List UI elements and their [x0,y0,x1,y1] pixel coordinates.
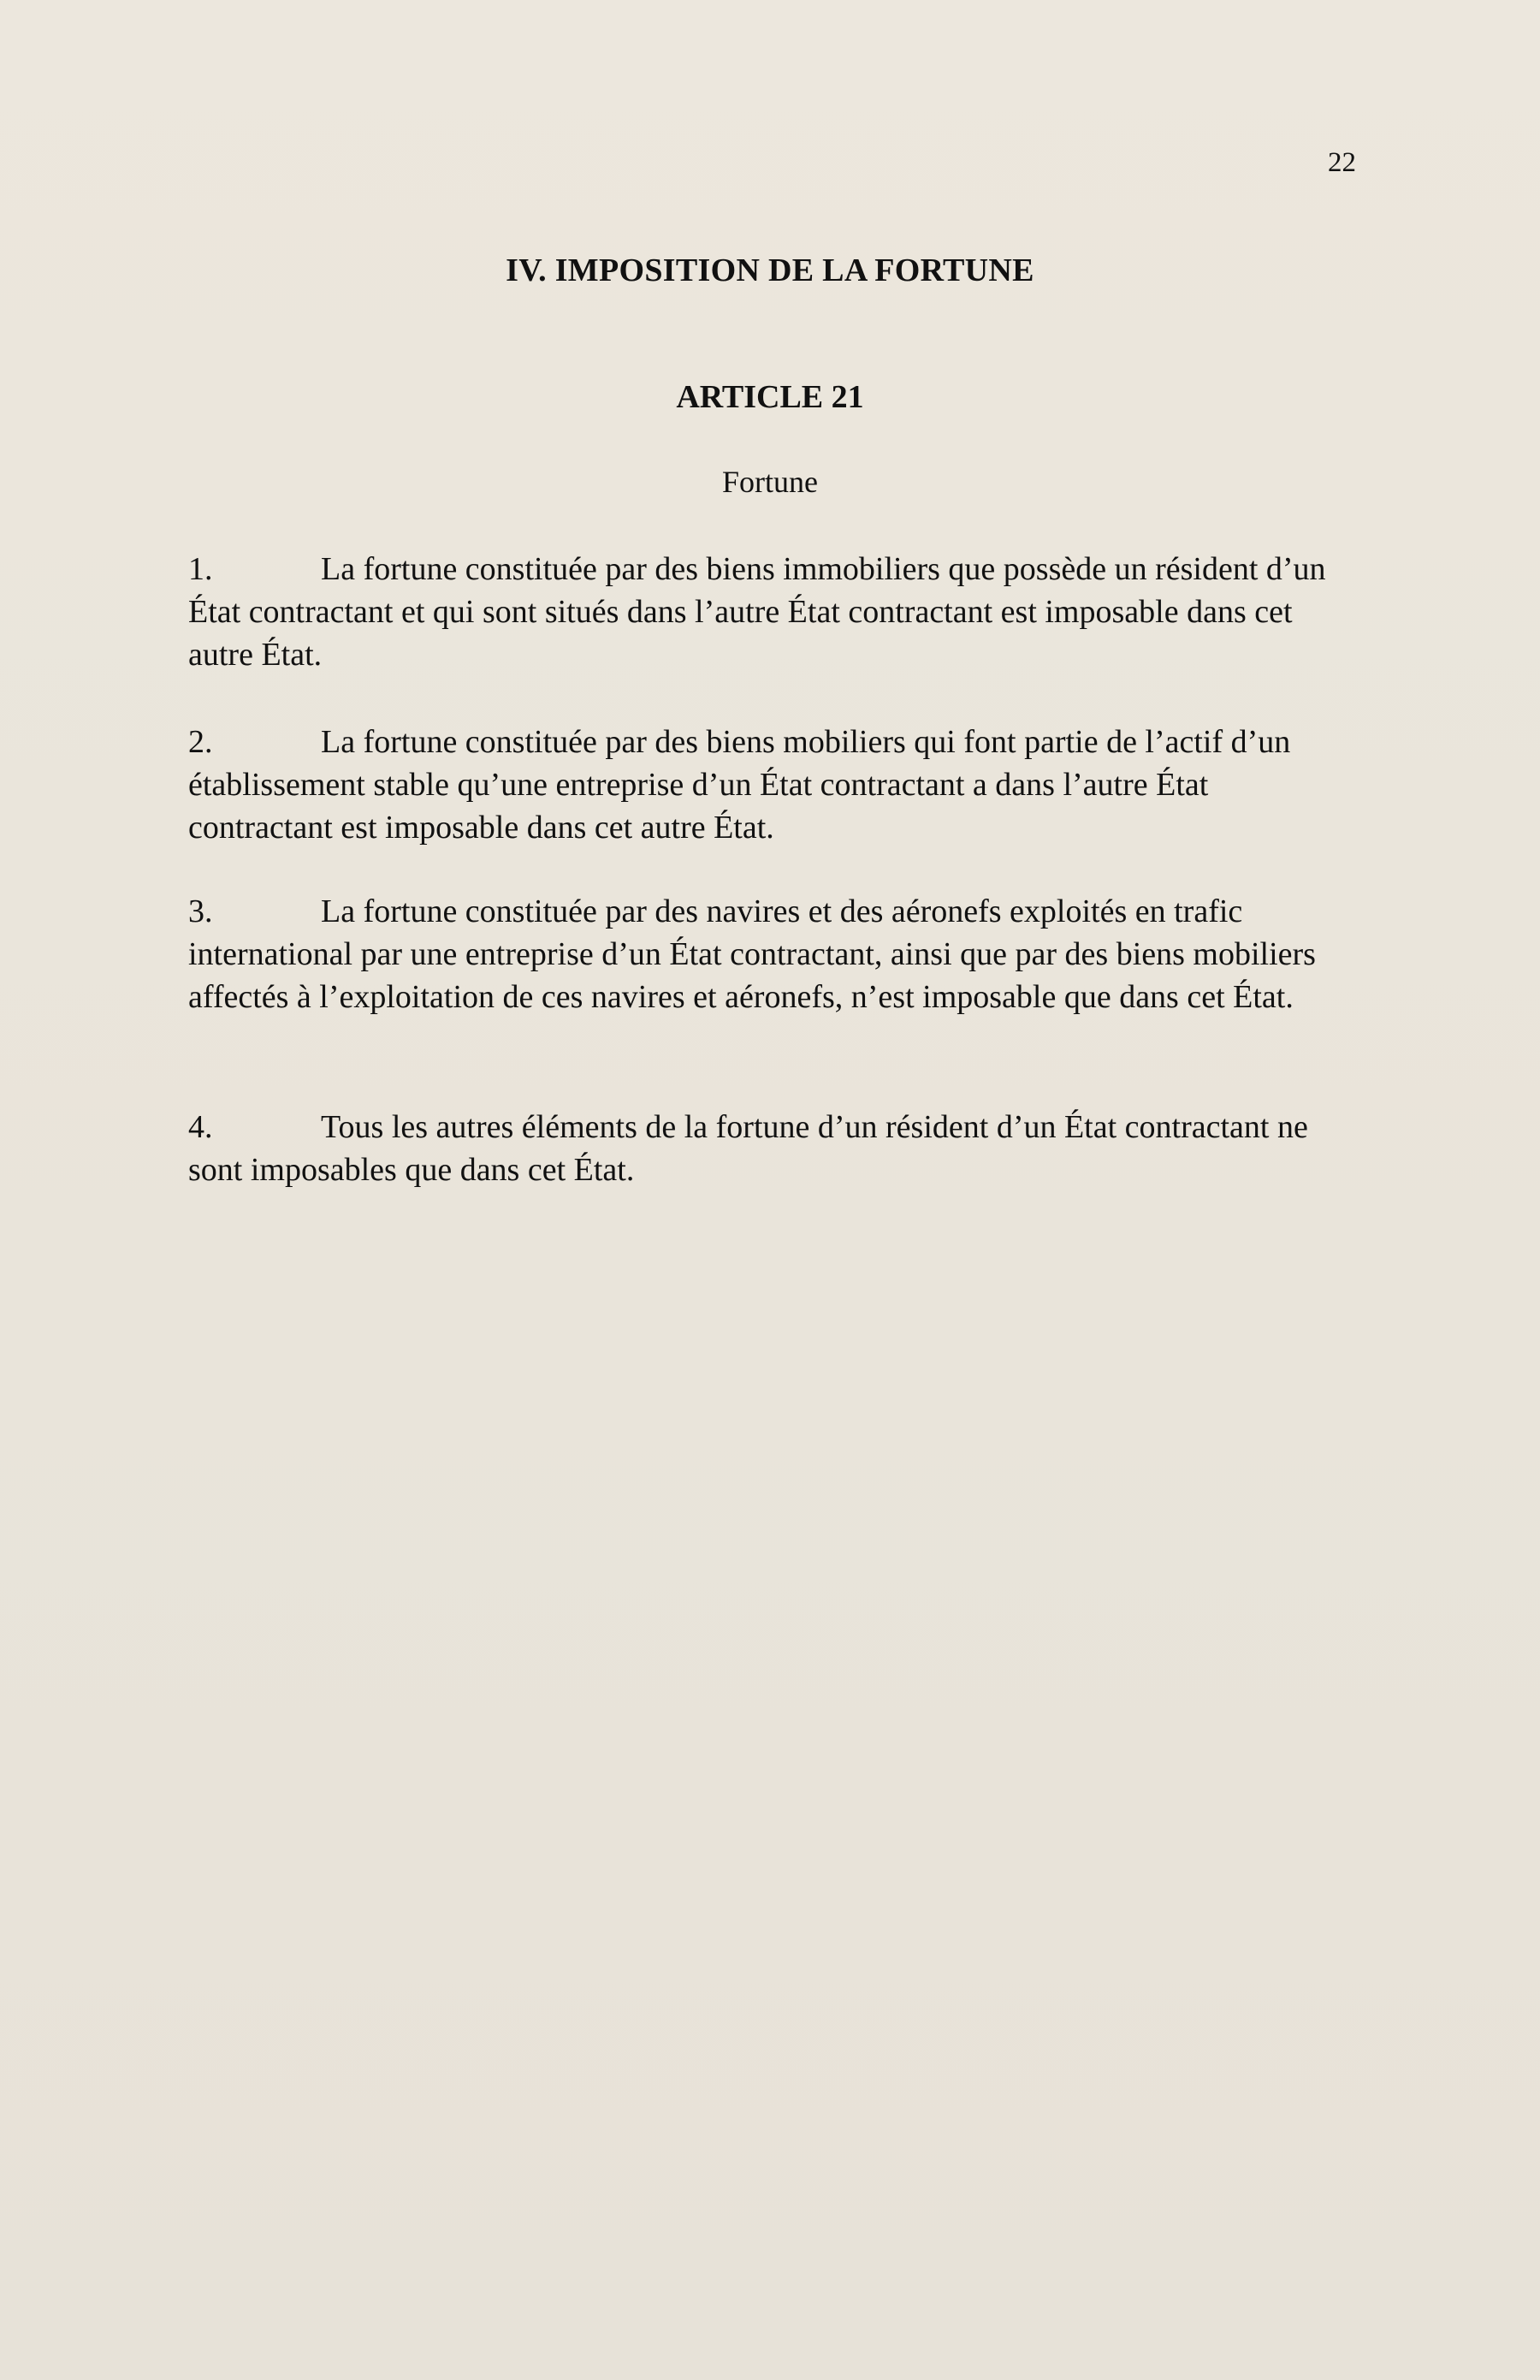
article-heading: ARTICLE 21 [676,379,864,415]
paragraph-4 [188,1106,1360,1191]
article-subtitle: Fortune [722,465,818,499]
paragraph-number: 3. [188,893,213,929]
paragraph-text: Tous les autres éléments de la fortune d’un résident d’un État contractant ne sont imposables que dans cet État. [188,1109,1308,1188]
paragraph-2 [188,721,1360,849]
paragraph-3 [188,890,1360,1018]
part-heading: IV. IMPOSITION DE LA FORTUNE [506,252,1034,288]
paragraph-number: 2. [188,724,213,760]
paragraph-text: La fortune constituée par des biens immobiliers que possède un résident d’un État contractant et qui sont situés dans l’autre État contractant est imposable dans cet autre État. [188,551,1326,673]
paragraph-text: La fortune constituée par des navires et des aéronefs exploités en trafic international par une entreprise d’un État contractant, ainsi que par des biens mobiliers affectés à l’exploitation de ces navires et aéronefs, n’est imposable que dans cet État. [188,893,1316,1015]
paragraph-1 [188,548,1360,676]
page-number: 22 [1328,147,1356,178]
paragraph-text: La fortune constituée par des biens mobiliers qui font partie de l’actif d’un établissement stable qu’une entreprise d’un État contractant a dans l’autre État contractant est imposable dans cet autre État. [188,724,1291,846]
paragraph-number: 1. [188,551,213,587]
paragraph-number: 4. [188,1109,213,1145]
